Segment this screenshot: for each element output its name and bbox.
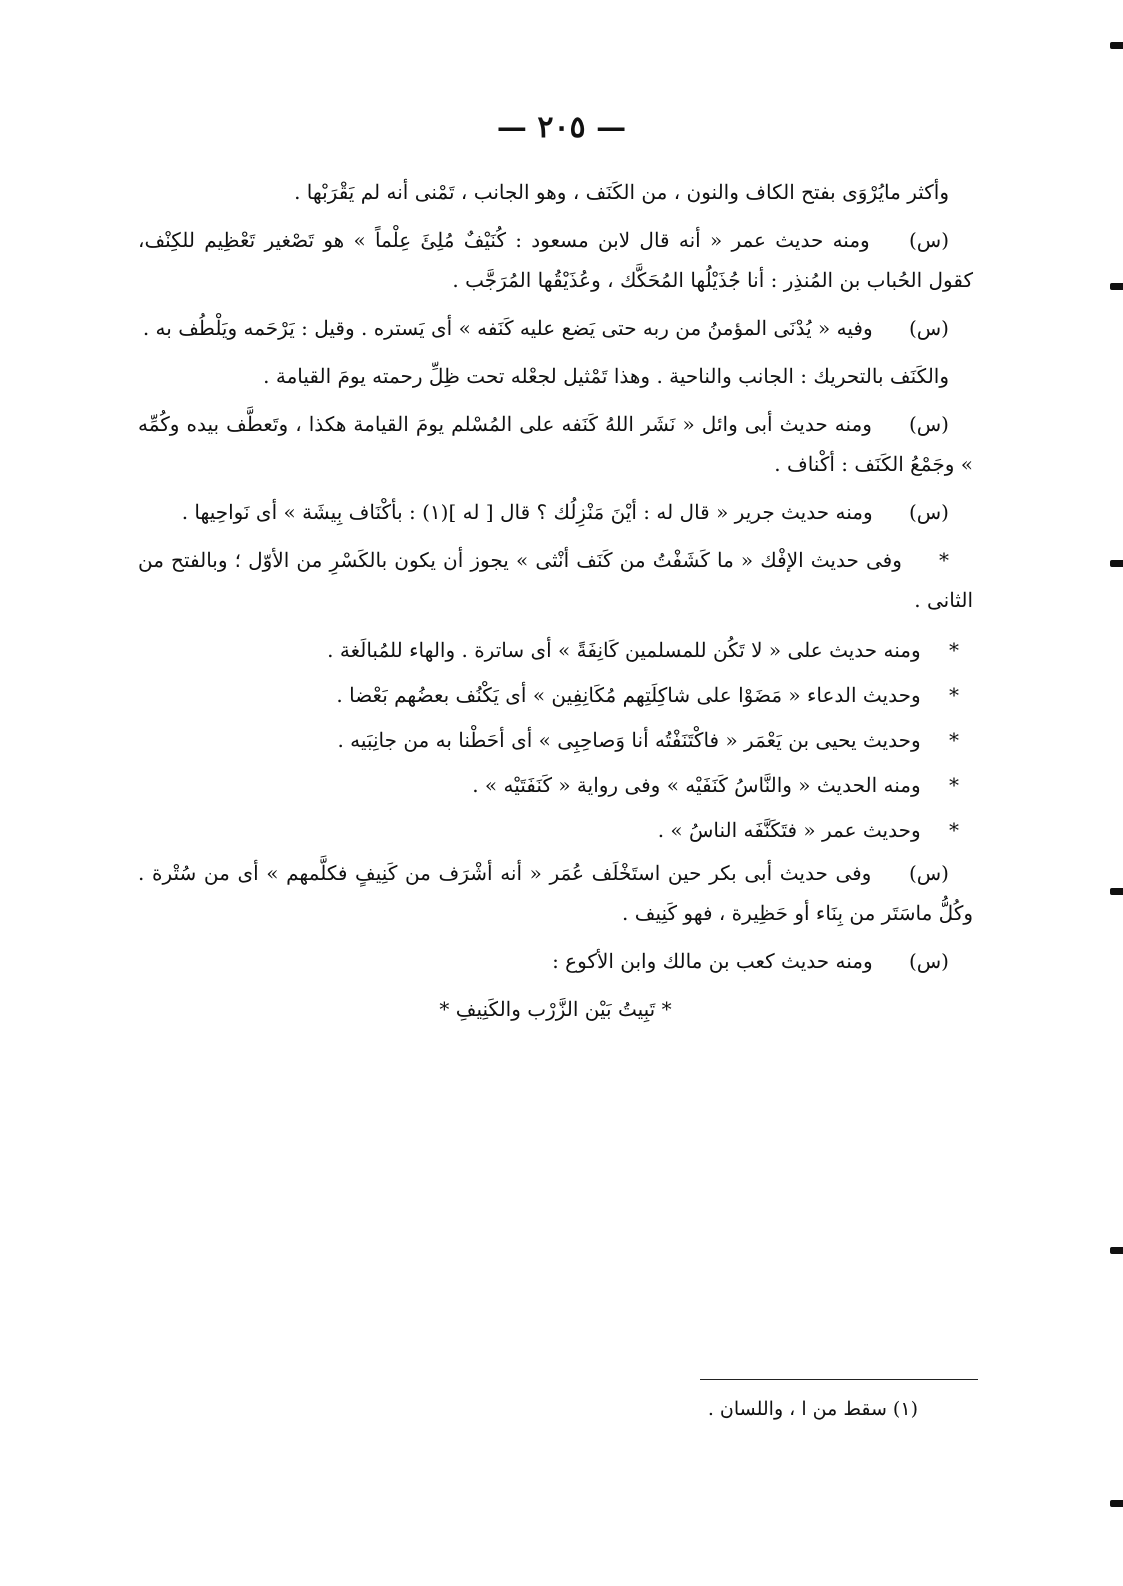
- section-marker: (س): [908, 316, 949, 340]
- paragraph-2: [138, 220, 973, 300]
- bullet-star: *: [949, 683, 959, 707]
- paragraph-text: ومنه حديث كعب بن مالك وابن الأكوع :: [552, 949, 873, 973]
- verse-line: * تَبِيتُ بَيْن الزَّرْب والكَنِيفِ *: [439, 997, 672, 1021]
- page-number: — ٢٠٥ —: [496, 110, 627, 145]
- paragraph-8: [138, 853, 973, 933]
- list-item-text: ومنه الحديث « والنَّاسُ كَنَفَيْه » وفى رواية « كَنَفَتَيْه » .: [472, 773, 921, 797]
- section-marker: (س): [908, 949, 949, 973]
- list-item: [138, 673, 959, 718]
- paragraph-text: وفى حديث الإفْك « ما كَشَفْتُ من كَنَف أنْثى » يجوز أن يكون بالكَسْرِ من الأوّل ؛ وبالفتح من الثانى .: [138, 548, 973, 612]
- footnote: (١) سقط من ا ، واللسان .: [707, 1398, 918, 1420]
- paragraph-text: وفى حديث أبى بكر حين استَخْلَف عُمَر « أنه أشْرَف من كَنِيفٍ فكلَّمهم » أى من سُتْرة . وكُلُّ ماسَتَر من بِنَاء أو حَظِيرة ، فهو كَنِيف .: [138, 861, 973, 925]
- list-item: [138, 808, 959, 853]
- scan-edge-mark: [1110, 1500, 1123, 1507]
- section-marker: (س): [908, 228, 950, 252]
- section-marker: (س): [908, 500, 949, 524]
- section-marker: *: [939, 548, 949, 572]
- paragraph-text: ومنه حديث أبى وائل « نَشَر اللهُ كَنَفه على المُسْلم يومَ القيامة هكذا ، وتَعطَّف بيده وكُمِّه » وجَمْعُ الكَنَف : أكْناف .: [138, 412, 973, 476]
- list-item: [138, 763, 959, 808]
- paragraph-3: [138, 308, 973, 348]
- list-item-text: وحديث الدعاء « مَضَوْا على شاكِلَتِهم مُكَانِفِين » أى يَكْنُف بعضُهم بَعْضا .: [336, 683, 921, 707]
- section-marker: (س): [908, 861, 949, 885]
- paragraph-6: [138, 492, 973, 532]
- paragraph-text: ومنه حديث جرير « قال له : أيْنَ مَنْزِلُك ؟ قال [ له ](١) : بأكْنَاف بِيشَة » أى نَواحِيها .: [181, 500, 873, 524]
- bullet-list: [138, 628, 973, 853]
- bullet-star: *: [949, 638, 959, 662]
- paragraph-text: وأكثر مايُرْوَى بفتح الكاف والنون ، من الكَنَف ، وهو الجانب ، تَمْنى أنه لم يَقْرَبْها .: [294, 180, 949, 204]
- paragraph-5: [138, 404, 973, 484]
- paragraph-text: وفيه « يُدْنَى المؤمنُ من ربه حتى يَضع عليه كَنَفه » أى يَستره . وقيل : يَرْحَمه ويَلْطُف به .: [142, 316, 873, 340]
- list-item-text: وحديث يحيى بن يَعْمَر « فاكْتَنَفْتُه أنا وَصاحِبِى » أى أحَطْنا به من جانِبَيه .: [337, 728, 921, 752]
- list-item-text: وحديث عمر « فتَكَنَّفَه الناسُ » .: [657, 818, 921, 842]
- paragraph-1: [138, 172, 973, 212]
- scan-edge-mark: [1110, 1247, 1123, 1254]
- bullet-star: *: [949, 818, 959, 842]
- scan-edge-mark: [1110, 42, 1123, 49]
- paragraph-7: [138, 540, 973, 620]
- footnote-divider: [700, 1379, 978, 1380]
- scan-edge-mark: [1110, 888, 1123, 895]
- paragraph-text: والكَنَف بالتحريك : الجانب والناحية . وهذا تَمْثيل لجعْله تحت ظِلِّ رحمته يومَ القيامة .: [263, 364, 949, 388]
- paragraph-4: [138, 356, 973, 396]
- bullet-star: *: [949, 728, 959, 752]
- body-text: [138, 172, 973, 1029]
- list-item-text: ومنه حديث على « لا تَكُن للمسلمين كَانِفَةً » أى ساترة . والهاء للمُبالَغة .: [327, 638, 921, 662]
- list-item: [138, 628, 959, 673]
- paragraph-9: [138, 941, 973, 981]
- scan-edge-mark: [1110, 283, 1123, 290]
- section-marker: (س): [908, 412, 949, 436]
- list-item: [138, 718, 959, 763]
- scan-edge-mark: [1110, 560, 1123, 567]
- paragraph-text: ومنه حديث عمر « أنه قال لابن مسعود : كُنَيْفٌ مُلِئَ عِلْماً » هو تَصْغير تَعْظِيم للكِنْف، كقول الحُباب بن المُنذِر : أنا جُذَيْلُها المُحَكَّك ، وعُذَيْقُها المُرَجَّب .: [138, 228, 973, 292]
- bullet-star: *: [949, 773, 959, 797]
